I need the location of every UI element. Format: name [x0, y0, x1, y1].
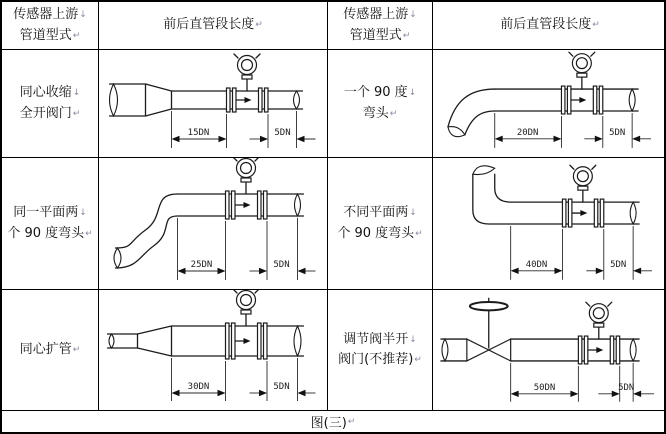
- line-break-mark: ↓: [409, 334, 417, 345]
- dimension-label: 5DN: [273, 260, 290, 270]
- flow-direction-arrow-icon: [571, 97, 586, 103]
- row-label-two-elbows-different-planes: [328, 158, 432, 289]
- pilcrow-mark: ↵: [255, 20, 263, 31]
- diagram-cell: [433, 290, 666, 410]
- installation-table: [2, 2, 664, 410]
- pilcrow-mark: ↵: [72, 344, 81, 355]
- flowmeter-transmitter-icon: [233, 158, 259, 194]
- header-straight-length-left: [99, 2, 327, 49]
- header-text: 传感器上游: [343, 7, 409, 23]
- label-text: 不同平面两: [343, 205, 409, 221]
- label-text: 同心扩管: [19, 341, 72, 357]
- flow-direction-arrow-icon: [237, 97, 252, 103]
- diagram-cell: [99, 50, 327, 157]
- dimension-label: 30DN: [187, 382, 210, 392]
- flowmeter-transmitter-icon: [233, 290, 259, 326]
- label-text: 个 90 度弯头: [7, 225, 85, 241]
- label-text: 弯头: [362, 105, 389, 121]
- diagram-concentric-reducer: [99, 51, 327, 157]
- caption-text: 图(三): [310, 416, 347, 431]
- header-text: 管道型式: [349, 27, 402, 43]
- header-text: 管道型式: [19, 27, 72, 43]
- dimension-label: 5DN: [274, 127, 291, 138]
- pilcrow-mark: ↵: [402, 30, 411, 41]
- dimension-label: 15DN: [187, 127, 210, 138]
- dimension-label: 20DN: [516, 127, 539, 138]
- header-upstream-pipe-type-left: [2, 2, 98, 49]
- header-text: 前后直管段长度: [163, 17, 255, 33]
- figure-caption: [2, 410, 664, 432]
- pilcrow-mark: ↵: [415, 228, 423, 239]
- pilcrow-mark: ↵: [85, 228, 93, 239]
- flowmeter-transmitter-icon: [569, 52, 595, 89]
- flowmeter-transmitter-icon: [234, 54, 260, 91]
- header-upstream-pipe-type-right: [328, 2, 432, 49]
- dimension-label: 5DN: [609, 127, 626, 138]
- pilcrow-mark: ↵: [389, 108, 398, 119]
- pilcrow-mark: ↵: [72, 108, 81, 119]
- header-text: 传感器上游: [13, 7, 79, 23]
- line-break-mark: ↓: [409, 10, 417, 21]
- diagram-elbow-different-plane: [433, 158, 666, 289]
- diagram-one-elbow: [433, 51, 666, 157]
- diagram-cell: [99, 290, 327, 410]
- pilcrow-mark: ↵: [592, 20, 600, 31]
- dimension-label: 5DN: [618, 382, 635, 393]
- label-text: 阀门(不推荐): [338, 352, 414, 367]
- diagram-cell: [99, 158, 327, 289]
- row-label-two-elbows-same-plane: [2, 158, 98, 289]
- dimension-label: 40DN: [525, 259, 548, 270]
- dimension-label: 25DN: [190, 260, 213, 270]
- valve-handwheel-icon: [470, 302, 508, 310]
- label-text: 全开阀门: [19, 105, 72, 121]
- diagram-cell: [433, 50, 666, 157]
- flow-direction-arrow-icon: [236, 338, 251, 344]
- line-break-mark: ↓: [79, 10, 87, 21]
- line-break-mark: ↓: [408, 88, 417, 99]
- row-label-half-open-regulating-valve: [328, 290, 432, 410]
- header-text: 前后直管段长度: [500, 17, 592, 33]
- line-break-mark: ↓: [79, 208, 87, 219]
- diagram-cell: [433, 158, 666, 289]
- line-break-mark: ↓: [409, 208, 417, 219]
- flowmeter-transmitter-icon: [570, 165, 596, 202]
- diagram-half-open-valve: [433, 290, 666, 410]
- label-text: 调节阀半开: [343, 331, 409, 347]
- flow-direction-arrow-icon: [572, 210, 587, 216]
- diagram-s-bend-two-elbows: [99, 158, 327, 289]
- flow-direction-arrow-icon: [588, 347, 603, 353]
- label-text: 个 90 度弯头: [337, 225, 415, 241]
- header-straight-length-right: [433, 2, 666, 49]
- pilcrow-mark: ↵: [414, 355, 422, 365]
- flow-direction-arrow-icon: [236, 202, 251, 208]
- row-label-concentric-expander: [2, 290, 98, 410]
- label-text: 一个 90 度: [343, 85, 408, 101]
- row-label-one-90deg-elbow: [328, 50, 432, 157]
- line-break-mark: ↓: [72, 88, 81, 99]
- dimension-label: 50DN: [533, 382, 556, 393]
- pilcrow-mark: ↵: [72, 30, 81, 41]
- flowmeter-transmitter-icon: [586, 302, 612, 339]
- row-label-concentric-reducer-valve: [2, 50, 98, 157]
- label-text: 同心收缩: [19, 85, 72, 101]
- dimension-label: 5DN: [610, 259, 627, 270]
- diagram-concentric-expander: [99, 290, 327, 410]
- dimension-label: 5DN: [273, 382, 290, 392]
- pilcrow-mark: ↵: [347, 416, 356, 427]
- label-text: 同一平面两: [13, 205, 79, 221]
